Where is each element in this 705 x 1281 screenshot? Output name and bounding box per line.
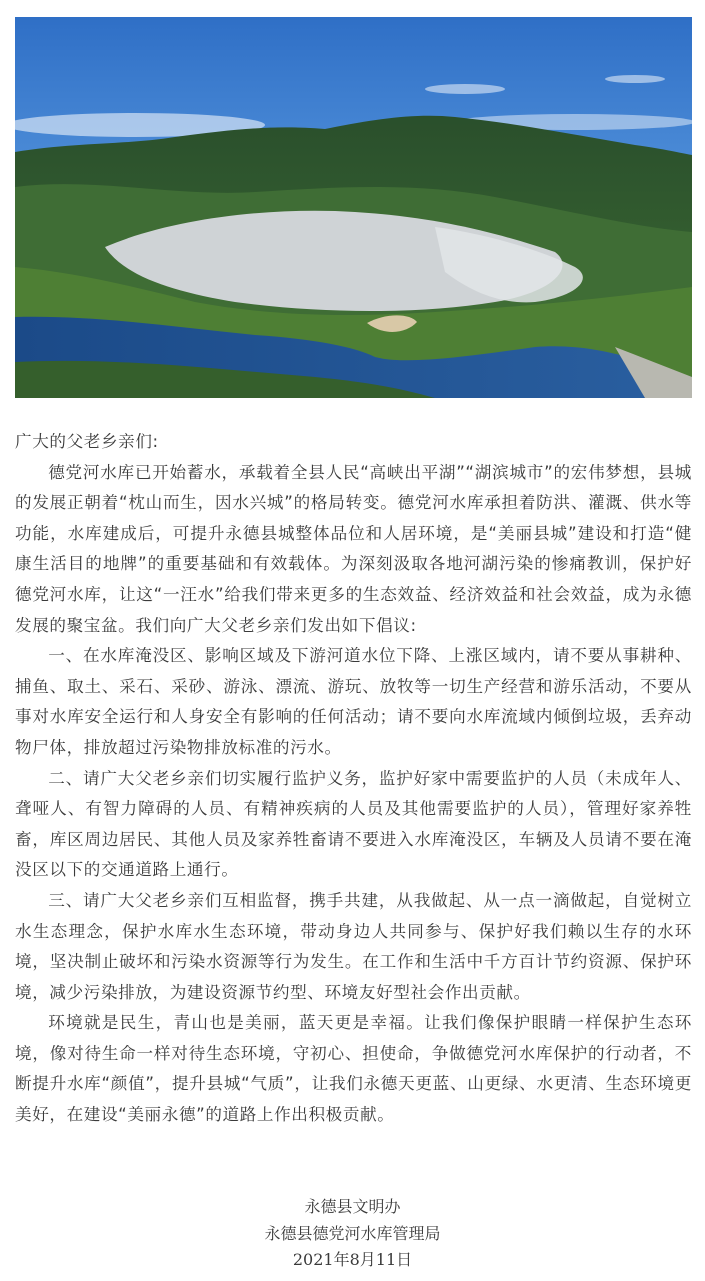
signature-date: 2021年8月11日 [292, 1250, 413, 1269]
signature-block [0, 1194, 705, 1274]
intro-paragraph: 德党河水库已开始蓄水，承载着全县人民“高峡出平湖”“湖滨城市”的宏伟梦想，县城的发展正朝着“枕山而生，因水兴城”的格局转变。德党河水库承担着防洪、灌溉、供水等功能，水库建成后，可提升永德县城整体品位和人居环境，是“美丽县城”建设和打造“健康生活目的地牌”的重要基础和有效载体。为深刻汲取各地河湖污染的惨痛教训，保护好德党河水库，让这“一汪水”给我们带来更多的生态效益、经济效益和社会效益，成为永德发展的聚宝盆。我们向广大父老乡亲们发出如下倡议: [15, 462, 692, 635]
proposal-one-paragraph: 一、在水库淹没区、影响区域及下游河道水位下降、上涨区域内，请不要从事耕种、捕鱼、取土、采石、采砂、游泳、漂流、游玩、放牧等一切生产经营和游乐活动，不要从事对水库安全运行和人身安全有影响的任何活动；请不要向水库流域内倾倒垃圾，丢弃动物尸体，排放超过污染物排放标准的污水。 [15, 646, 692, 757]
signature-org-2: 永德县德党河水库管理局 [264, 1223, 441, 1243]
landscape-illustration [15, 17, 692, 398]
reservoir-landscape-photo [15, 17, 692, 398]
proposal-three-paragraph: 三、请广大父老乡亲们互相监督，携手共建，从我做起、从一点一滴做起，自觉树立水生态理念，保护水库水生态环境，带动身边人共同参与、保护好我们赖以生存的水环境，坚决制止破坏和污染水资源等行为发生。在工作和生活中千方百计节约资源、保护环境，减少污染排放，为建设资源节约型、环境友好型社会作出贡献。 [15, 890, 692, 1002]
letter-body [15, 427, 692, 1131]
signature-org-1: 永德县文明办 [304, 1197, 401, 1216]
proposal-two-paragraph: 二、请广大父老乡亲们切实履行监护义务，监护好家中需要监护的人员（未成年人、聋哑人、有智力障碍的人员、有精神疾病的人员及其他需要监护的人员），管理好家养牲畜，库区周边居民、其他人员及家养牲畜请不要进入水库淹没区，车辆及人员请不要在淹没区以下的交通道路上通行。 [15, 768, 692, 880]
closing-paragraph: 环境就是民生，青山也是美丽，蓝天更是幸福。让我们像保护眼睛一样保护生态环境，像对待生命一样对待生态环境，守初心、担使命，争做德党河水库保护的行动者，不断提升水库“颜值”，提升县城“气质”，让我们永德天更蓝、山更绿、水更清、生态环境更美好，在建设“美丽永德”的道路上作出积极贡献。 [15, 1013, 692, 1125]
salutation: 广大的父老乡亲们: [15, 432, 159, 451]
